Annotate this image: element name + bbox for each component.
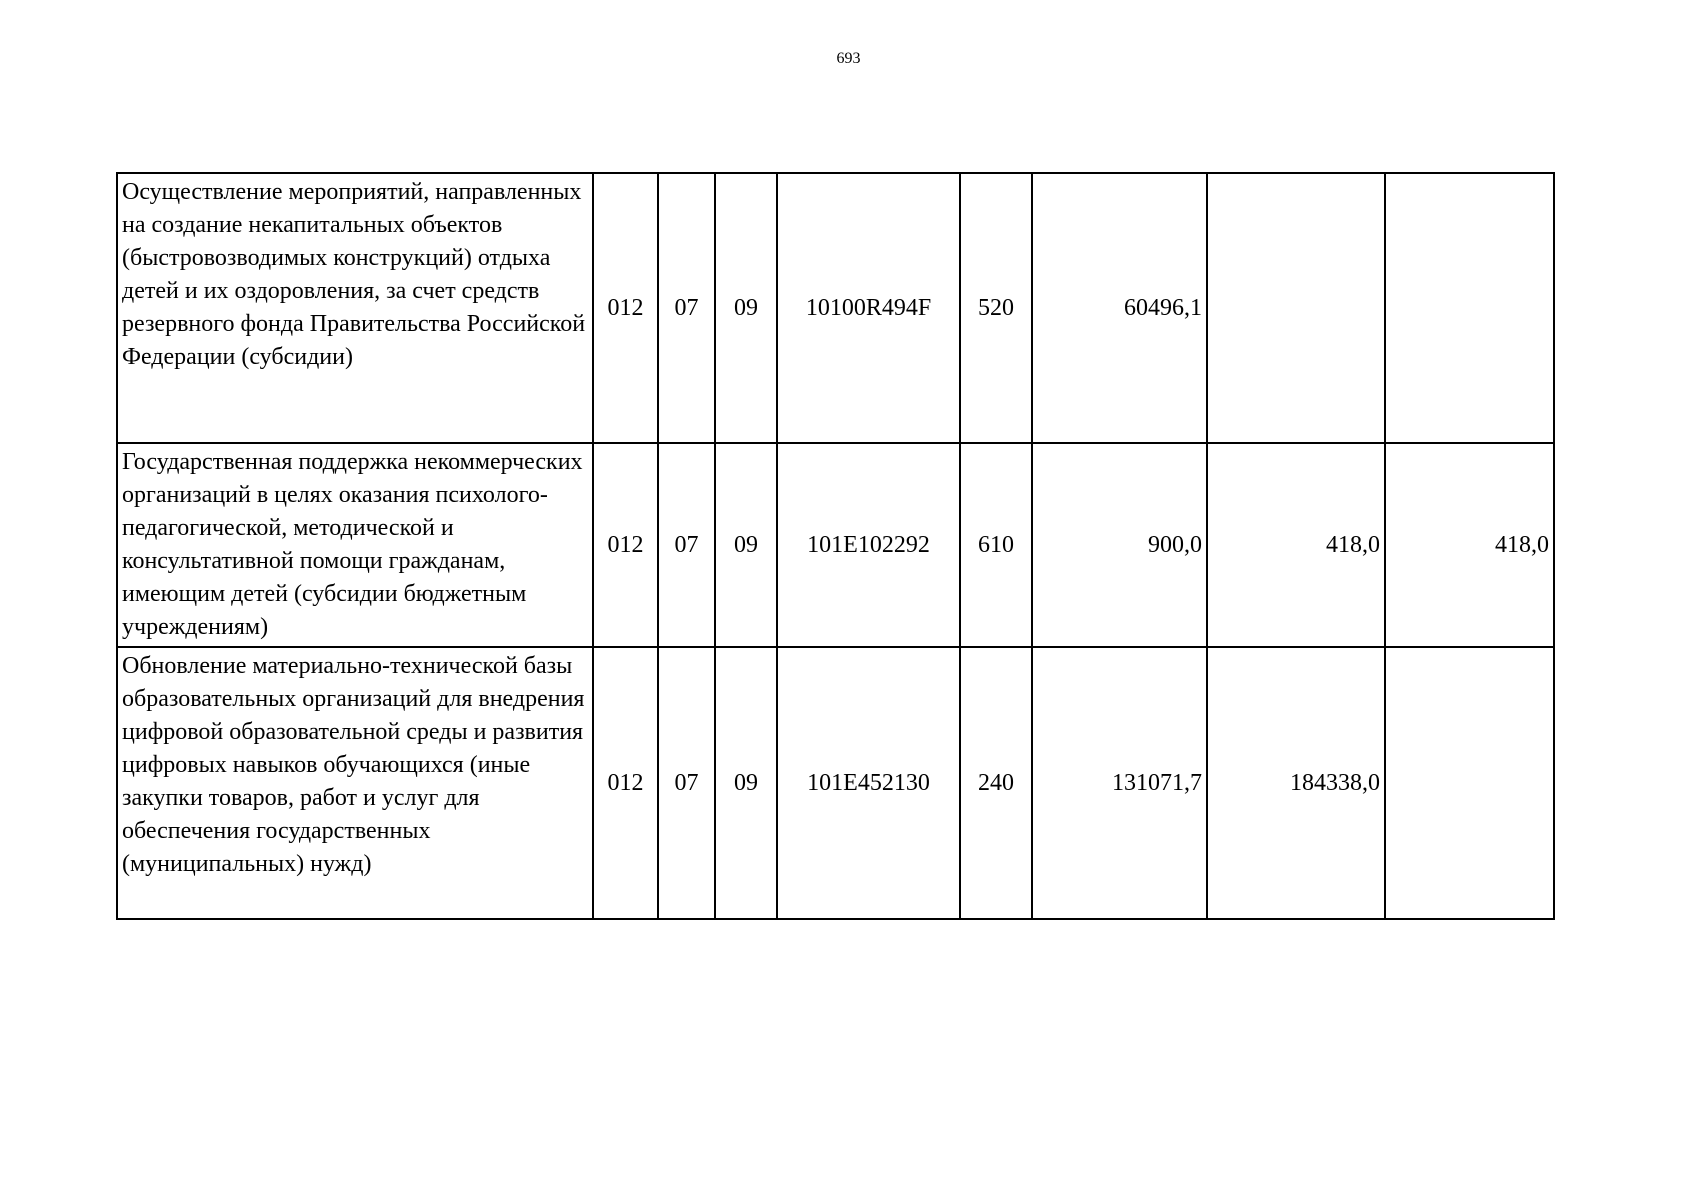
- target-article-code: 101E452130: [777, 647, 960, 919]
- amount-year-2: 184338,0: [1207, 647, 1385, 919]
- row-description: Осуществление мероприятий, направленных на создание некапитальных объектов (быстровозводимых конструкций) отдыха детей и их оздоровления, за счет средств резервного фонда Правительства Российской Федерации (субсидии): [117, 173, 593, 443]
- row-description: Государственная поддержка некоммерческих организаций в целях оказания психолого-педагогической, методической и консультативной помощи гражданам, имеющим детей (субсидии бюджетным учреждениям): [117, 443, 593, 647]
- section-code: 07: [658, 647, 715, 919]
- expense-type-code: 610: [960, 443, 1032, 647]
- amount-year-3: [1385, 173, 1554, 443]
- target-article-code: 101E102292: [777, 443, 960, 647]
- amount-year-1: 131071,7: [1032, 647, 1207, 919]
- row-description: Обновление материально-технической базы образовательных организаций для внедрения цифровой образовательной среды и развития цифровых навыков обучающихся (иные закупки товаров, работ и услуг для обеспечения государственных (муниципальных) нужд): [117, 647, 593, 919]
- subsection-code: 09: [715, 647, 777, 919]
- amount-year-1: 60496,1: [1032, 173, 1207, 443]
- section-code: 07: [658, 173, 715, 443]
- amount-year-1: 900,0: [1032, 443, 1207, 647]
- subsection-code: 09: [715, 443, 777, 647]
- subsection-code: 09: [715, 173, 777, 443]
- target-article-code: 10100R494F: [777, 173, 960, 443]
- table-row: [117, 173, 1554, 443]
- ministry-code: 012: [593, 443, 658, 647]
- ministry-code: 012: [593, 647, 658, 919]
- ministry-code: 012: [593, 173, 658, 443]
- amount-year-2: 418,0: [1207, 443, 1385, 647]
- amount-year-2: [1207, 173, 1385, 443]
- amount-year-3: 418,0: [1385, 443, 1554, 647]
- amount-year-3: [1385, 647, 1554, 919]
- section-code: 07: [658, 443, 715, 647]
- table-row: [117, 647, 1554, 919]
- page-number: 693: [836, 50, 861, 67]
- budget-table: [116, 172, 1555, 920]
- expense-type-code: 240: [960, 647, 1032, 919]
- table-row: [117, 443, 1554, 647]
- expense-type-code: 520: [960, 173, 1032, 443]
